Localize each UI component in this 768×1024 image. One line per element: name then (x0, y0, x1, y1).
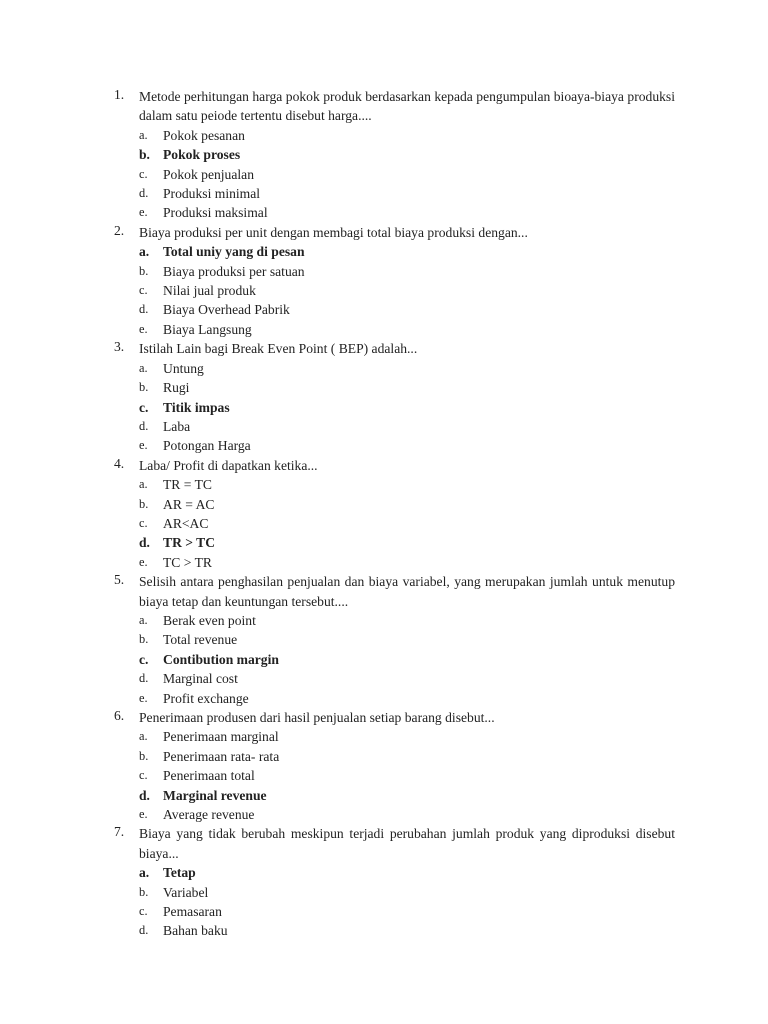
answer-option (139, 262, 675, 281)
question-item (114, 223, 675, 339)
answer-option-correct (139, 863, 675, 882)
option-text: Penerimaan marginal (163, 729, 279, 745)
option-letter: e. (139, 807, 148, 822)
question-number: 4. (114, 455, 125, 471)
question-text: Biaya yang tidak berubah meskipun terjadi perubahan jumlah produk yang diproduksi disebut biaya... (139, 826, 675, 861)
option-text: Tetap (163, 865, 196, 881)
option-text: Marginal cost (163, 671, 238, 687)
answer-option (139, 281, 675, 300)
option-letter: c. (139, 399, 149, 415)
option-text: Penerimaan total (163, 768, 255, 784)
answer-option (139, 126, 675, 145)
option-letter: c. (139, 768, 148, 783)
answer-option-correct (139, 398, 675, 417)
option-letter: b. (139, 496, 149, 511)
option-letter: a. (139, 477, 148, 492)
answer-option-correct (139, 145, 675, 164)
answer-option (139, 902, 675, 921)
question-text: Selisih antara penghasilan penjualan dan biaya variabel, yang merupakan jumlah untuk menutup biaya tetap dan keuntungan tersebut.... (139, 574, 675, 609)
option-text: Untung (163, 360, 204, 376)
question-item (114, 824, 675, 940)
question-list (114, 87, 675, 941)
answer-option (139, 805, 675, 824)
question-number: 1. (114, 87, 125, 102)
option-text: Total uniy yang di pesan (163, 244, 305, 260)
option-letter: c. (139, 166, 148, 181)
option-letter: c. (139, 651, 149, 667)
question-number: 7. (114, 824, 125, 840)
option-letter: d. (139, 671, 149, 686)
option-text: TR = TC (163, 477, 212, 493)
option-text: AR<AC (163, 515, 209, 531)
answer-option (139, 184, 675, 203)
option-text: Rugi (163, 380, 190, 396)
answer-option (139, 417, 675, 436)
answer-option (139, 669, 675, 688)
option-letter: d. (139, 535, 150, 551)
option-letter: b. (139, 147, 150, 163)
question-item (114, 339, 675, 455)
option-letter: a. (139, 127, 148, 142)
option-letter: e. (139, 690, 148, 705)
option-text: AR = AC (163, 496, 215, 512)
answer-option (139, 921, 675, 940)
answer-option (139, 320, 675, 339)
answer-option (139, 514, 675, 533)
option-text: Titik impas (163, 399, 230, 415)
option-text: Produksi maksimal (163, 205, 268, 221)
option-letter: b. (139, 263, 149, 278)
question-text: Biaya produksi per unit dengan membagi total biaya produksi dengan... (139, 224, 528, 240)
answer-option (139, 747, 675, 766)
question-item (114, 708, 675, 824)
option-letter: a. (139, 612, 148, 627)
option-letter: e. (139, 438, 148, 453)
option-letter: b. (139, 632, 149, 647)
question-item (114, 572, 675, 708)
option-text: Total revenue (163, 632, 238, 648)
option-letter: d. (139, 923, 149, 938)
option-text: Pokok proses (163, 147, 241, 163)
option-text: Nilai jual produk (163, 283, 256, 299)
option-letter: e. (139, 321, 148, 336)
answer-option (139, 611, 675, 630)
question-text: Istilah Lain bagi Break Even Point ( BEP) adalah... (139, 341, 418, 357)
answer-option (139, 165, 675, 184)
answer-option (139, 359, 675, 378)
answer-option (139, 727, 675, 746)
answer-option (139, 378, 675, 397)
option-text: Penerimaan rata- rata (163, 748, 280, 764)
answer-option-correct (139, 786, 675, 805)
question-number: 6. (114, 708, 125, 723)
option-letter: d. (139, 418, 149, 433)
answer-option-correct (139, 533, 675, 552)
question-text: Laba/ Profit di dapatkan ketika... (139, 457, 318, 473)
answer-option (139, 436, 675, 455)
answer-option-correct (139, 242, 675, 261)
option-text: Biaya Overhead Pabrik (163, 302, 290, 318)
option-letter: b. (139, 380, 149, 395)
option-letter: c. (139, 904, 148, 919)
option-letter: b. (139, 884, 149, 899)
answer-option (139, 883, 675, 902)
answer-option (139, 203, 675, 222)
option-text: Pokok penjualan (163, 166, 254, 182)
option-text: Berak even point (163, 612, 256, 628)
option-letter: c. (139, 283, 148, 298)
option-text: TC > TR (163, 554, 212, 570)
question-item (114, 456, 675, 572)
option-letter: a. (139, 729, 148, 744)
option-text: Pemasaran (163, 904, 222, 920)
option-letter: c. (139, 515, 148, 530)
option-text: Potongan Harga (163, 438, 251, 454)
answer-option (139, 475, 675, 494)
question-number: 3. (114, 339, 125, 355)
option-letter: a. (139, 244, 150, 260)
question-number: 5. (114, 572, 125, 588)
option-text: Laba (163, 418, 191, 434)
option-text: Bahan baku (163, 923, 228, 939)
option-letter: a. (139, 865, 150, 881)
answer-option (139, 553, 675, 572)
answer-option (139, 300, 675, 319)
option-text: Produksi minimal (163, 186, 261, 202)
option-text: Contibution margin (163, 651, 279, 667)
option-letter: a. (139, 360, 148, 375)
question-item (114, 87, 675, 223)
option-letter: d. (139, 787, 150, 803)
answer-option (139, 630, 675, 649)
option-letter: e. (139, 205, 148, 220)
option-text: Pokok pesanan (163, 127, 245, 143)
option-text: Marginal revenue (163, 787, 267, 803)
option-text: TR > TC (163, 535, 216, 551)
answer-option (139, 689, 675, 708)
option-text: Profit exchange (163, 690, 249, 706)
answer-option-correct (139, 650, 675, 669)
answer-option (139, 495, 675, 514)
option-text: Biaya Langsung (163, 321, 252, 337)
option-text: Variabel (163, 884, 209, 900)
question-number: 2. (114, 222, 125, 238)
option-letter: e. (139, 554, 148, 569)
option-letter: d. (139, 302, 149, 317)
question-text: Penerimaan produsen dari hasil penjualan setiap barang disebut... (139, 710, 495, 725)
option-letter: d. (139, 186, 149, 201)
option-text: Average revenue (163, 807, 255, 823)
option-text: Biaya produksi per satuan (163, 263, 305, 279)
question-text: Metode perhitungan harga pokok produk berdasarkan kepada pengumpulan bioaya-biaya produksi dalam satu peiode tertentu disebut harga.... (139, 89, 675, 124)
option-letter: b. (139, 748, 149, 763)
answer-option (139, 766, 675, 785)
